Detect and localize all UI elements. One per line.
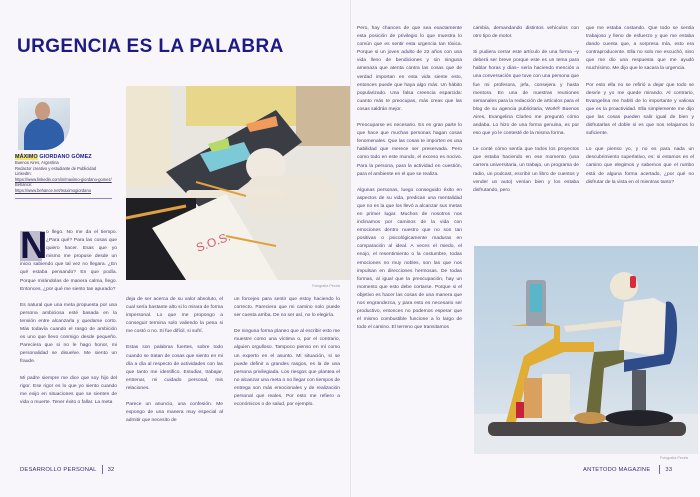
drop-cap: N (20, 225, 48, 267)
article-title: URGENCIA ES LA PALABRA (17, 36, 284, 57)
section-name: DESARROLLO PERSONAL (20, 466, 97, 473)
footer-separator (102, 465, 103, 474)
svg-text:S.O.S.: S.O.S. (194, 229, 233, 255)
text-column-2: deja de ser acerca de su valor absoluto, el cual sería bastante alto si lo mirara de forma impersonal. Lo que me propongo a conseguir termina solo valiendo la pena si me costó o no. Si fue difícil, si sufrí. Estas son palabras fuertes, sobre todo cuando se tratan de cosas que siento en mi día a día al respecto de actividades con las que tanto me identifico. Estudiar, trabajar, entrenar, mi cuidado personal, mis relaciones. Parece un anuncio, una confesión. Me expongo de una manera muy especial al admitir que necesito de (126, 297, 223, 424)
behance-label: Behance: (15, 182, 33, 188)
magazine-name: ANTETODO MAGAZINE (583, 466, 651, 473)
photo-caption: Fotografía Pexels (660, 456, 689, 460)
text-column-1: N o llego. No me da el tiempo. ¿Para qué? Para las cosas que quiero hacer. Esas que yo mismo me propuse desde un inicio sabiendo que tal vez no llegara. ¿En qué estaba pensando? En que podía. Porque mirándolas de manera calma, llego. Entonces, ¿por qué me siento tan apurado? Es natural que una meta propuesta por una persona ambiciosa esté basada en la tensión entre alcanzarla y quedarse corto. Más todavía cuando el rasgo de ambición es uno que llevo conmigo desde pequeño. Pareciera que si no le hago honor, mi personalidad se disuelve. Me siento un fraude. Mi padre siempre me dice que soy hijo del rigor. Ese rigor es lo que yo siento cuando me exijo en situaciones que se sienten de vida o muerte. Tener éxito o fallar. La meta (20, 225, 117, 405)
author-box (15, 98, 115, 199)
linkedin-link[interactable]: https://www.linkedin.com/in/maximo-giordano-gomez/ (15, 176, 112, 182)
text-column-6: que me estaba costando. Que todo se sentía trabajoso y lleno de esfuerzo y que me estaba dando cuenta que, a sorpresa mía, esto era contraproducente. Ella no solo me escuchó, sino que me dio una respuesta que me ayudó muchísimo. Me dijo que le sacara la urgencia. Por esto ella no se refirió a dejar que todo se desvíe y yo me quede mirando. Al contrario, Evangelina me habló de lo importante y valiosa que es la proactividad. Ella simplemente me dijo que las cosas pueden salir igual de bien y disfrutarlas el doble si es que nos relajamos lo suficiente. Lo que pienso yo, y no es para nada un descubrimiento superlativo, es: si estamos en el camino que elegimos y sabemos que el rumbo está de alguna forma acertado, ¿por qué no disfrutar de la vista en el mientras tanto? (586, 26, 694, 185)
author-location: Buenos Aires, Argentina (15, 160, 59, 165)
footer-left (20, 465, 114, 474)
text-column-4: Pero, hay chances de que sea exactamente esta posición de privilegio lo que muestra lo común que es sentir esta urgencia tan tóxica. Porque si un joven adulto de 22 años con una vida lleno de bendiciones y sin ninguna amenaza que atenta contra las cosas que de verdad importan en esta vida siente esto, entonces puede que haya algo más. Un hábito popularizado. Una falsa creencia esparcida: cuanto más te preocupas, más creas que las cosas saldrán mejor. Preocuparse es necesario. Es en gran parte lo que hace que muchas personas hagan cosas fenomenales. Que las cosas te importen es una habilidad que merece ser preservada. Pero como todo en este mundo, el exceso es nocivo. Para la persona, para la actividad en cuestión, para el ambiente en el que se realiza. Algunas personas, luego conseguido éxito en aspectos de su vida, predican una mentalidad que no es la que los llevó a alcanzar sus metas en primer lugar. Muchos de nosotros nos inclinamos por caminos de la vida con emociones dentro nuestro que no son tan positivas o psicológicamente maduras en comparación al ideal. A veces el miedo, el enojo, el resentimiento o la costumbre, todas emociones no muy nobles, son las que nos impulsan en direcciones hermosas. De todas formas, al igual que la preocupación, hay un momento que esto debe cortarse. Porque si el objetivo es hacer las cosas de una manera que nos engrandezca, y para esto es necesario ser productivo, entonces no podemos esperar que el mismo combustible funcione a lo largo de todo el camino. El terreno que transitamos (357, 26, 462, 331)
footer-separator (659, 465, 660, 474)
text-column-5: cambia, demandando distintos vehículos con otro tipo de motor. Si pudiera cerrar este artículo de una forma –y deberá ser breve porque este es un tema para hablar horas y días– sería haciendo mención a una conversación que tuve con una persona que fue mi profesora, jefa, consejera y hasta mentora. En una de nuestras reuniones semanales para la redacción de artículos para el blog de su agencia publicitaria, Work® Buenos Aires, Evangelina Clurleo me preguntó cómo andaba. Lo hizo de una forma genuina, es por eso que yo le contesté de la misma forma. Le conté cómo sentía que todos los proyectos que estaba haciendo en ese momento (una carrera universitaria, un trabajo, un programa de radio, un podcast, escribir un libro de cuentos y vender un auto) venían bien y los estaba disfrutando, pero (473, 26, 579, 193)
page-number: 33 (665, 466, 673, 473)
behance-link[interactable]: https://www.behance.net/maximogiordano (15, 187, 92, 193)
article-photo-skeleton-computer (474, 246, 698, 454)
author-name: MÁXIMO GIORDANO GÓMEZ (15, 154, 92, 160)
linkedin-label: LinkedIn: (15, 171, 32, 177)
article-photo-skeleton-laptop (126, 86, 350, 280)
author-role: Redactor creativo y estudiante de Publicidad (15, 165, 97, 171)
photo-caption: Fotografía Pexels (312, 284, 341, 288)
footer-right (583, 465, 672, 474)
page-number: 32 (107, 466, 115, 473)
author-avatar (18, 98, 70, 150)
text-column-3: un forcejeo para sentir que estoy haciendo lo correcto. Pareciera que mi camino solo puede ser cuesta arriba. De no ser así, no lo elegiría. De ninguna forma planeo que al escribir esto me muestre como una víctima o, por el contrario, alguien orgulloso. Tampoco pienso en mí como un experto en el asunto. Mi situación, si se puede definir a grandes rasgos, es la de una persona privilegiada. Los riesgos que plantea el no alcanzar una meta o no llegar con tiempos de entrega son más emocionales y de realización personal que reales. Por esto me refiero a económicos o de salud, por ejemplo. (234, 297, 340, 408)
divider (15, 198, 112, 199)
